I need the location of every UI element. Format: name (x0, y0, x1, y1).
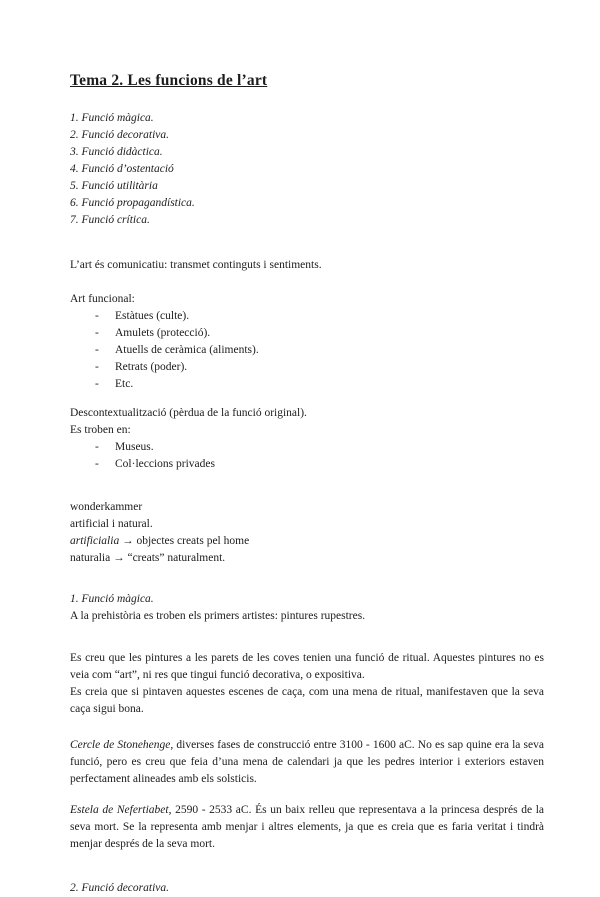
heading-es-troben-en: Es troben en: (70, 424, 131, 436)
list-item: 3. Funció didàctica. (70, 146, 163, 158)
paragraph-escenes-caca: Es creia que si pintaven aquestes escenes de caça, com una mena de ritual, manifestaven que la seva caça sigui bona. (70, 686, 544, 715)
list-item: 6. Funció propagandística. (70, 197, 195, 209)
bullet-item: - Retrats (poder). (70, 359, 544, 376)
wonderkammer-line: artificialia → objectes creats pel home (70, 535, 250, 547)
paragraph-art-comunicatiu: L’art és comunicatiu: transmet continguts i sentiments. (70, 259, 322, 271)
bullet-item: - Etc. (70, 376, 544, 393)
list-item: 7. Funció crítica. (70, 214, 150, 226)
wonderkammer-line: artificial i natural. (70, 518, 153, 530)
bullet-item: - Estàtues (culte). (70, 308, 544, 325)
section-heading-1: 1. Funció màgica. (70, 593, 154, 605)
heading-art-funcional: Art funcional: (70, 293, 135, 305)
term-cercle-de-stonehenge: Cercle de Stonehenge (70, 739, 171, 751)
paragraph-pintures-coves: Es creu que les pintures a les parets de les coves tenien una funció de ritual. Aquestes pintures no es veia com “art”, ni res que tingui funció decorativa, o expositiva. (70, 652, 544, 681)
list-item: 2. Funció decorativa. (70, 129, 170, 141)
bullet-item: - Amulets (protecció). (70, 325, 544, 342)
functional-bullet-list (70, 308, 544, 393)
bullet-item: - Museus. (70, 439, 544, 456)
term-estela-de-nefertiabet: Estela de Nefertiabet (70, 804, 169, 816)
paragraph-prehistoria: A la prehistòria es troben els primers artistes: pintures rupestres. (70, 610, 366, 622)
wonderkammer-block (70, 499, 544, 567)
page-title: Tema 2. Les funcions de l’art (70, 72, 268, 89)
wonderkammer-line: wonderkammer (70, 501, 143, 513)
bullet-item: - Col·leccions privades (70, 456, 544, 473)
wonderkammer-line: naturalia → “creats” naturalment. (70, 552, 226, 564)
term-artificialia: artificialia (70, 535, 120, 547)
bullet-item: - Atuells de ceràmica (aliments). (70, 342, 544, 359)
paragraph-nefertiabet: Estela de Nefertiabet, 2590 - 2533 aC. És un baix relleu que representava a la princesa després de la seva mort. Se la representa amb menjar i altres elements, ja que es creia que es faria veritat i tindrà menjar després de la seva mort. (70, 804, 544, 850)
paragraph-stonehenge: Cercle de Stonehenge, diverses fases de construcció entre 3100 - 1600 aC. No es sap quine era la seva funció, pero es creu que feia d’una mena de calendari ja que les pedres interior i exteriors estaven perfectament alineades amb els solsticis. (70, 739, 544, 785)
list-item: 5. Funció utilitària (70, 180, 158, 192)
list-item: 1. Funció màgica. (70, 112, 154, 124)
found-in-bullet-list (70, 439, 544, 473)
section-heading-2: 2. Funció decorativa. (70, 882, 170, 894)
list-item: 4. Funció d’ostentació (70, 163, 174, 175)
paragraph-descontextualitzacio: Descontextualització (pèrdua de la funció original). (70, 407, 307, 419)
functions-numbered-list (70, 110, 544, 229)
